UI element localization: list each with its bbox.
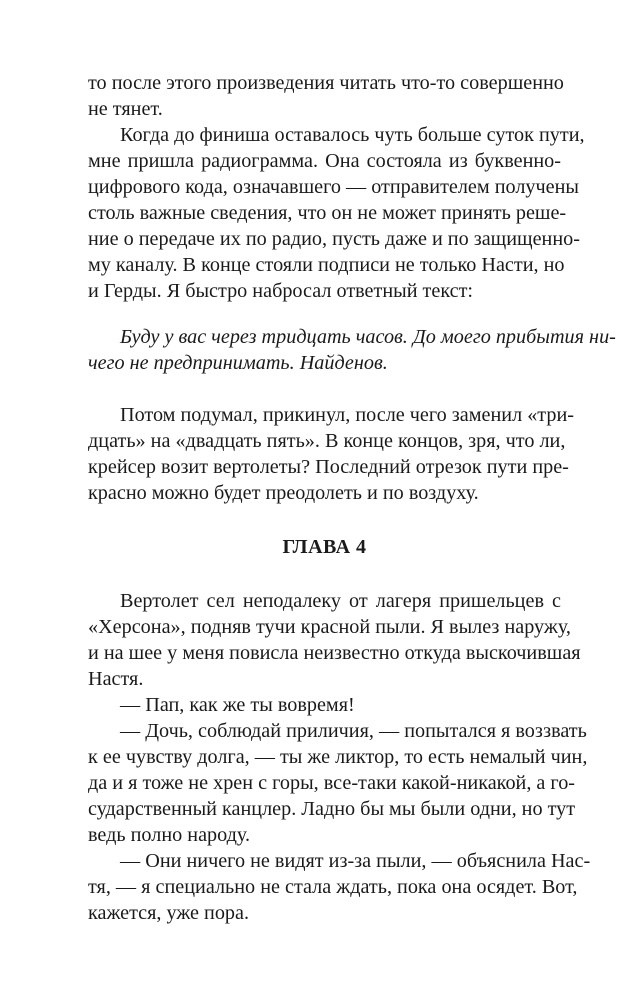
paragraph: [88, 122, 585, 304]
text-line: Потом подумал, прикинул, после чего заменил «три-: [120, 404, 574, 426]
text-line: красно можно будет преодолеть и по воздуху.: [88, 482, 479, 504]
text-line: — Дочь, соблюдай приличия, — попытался я воззвать: [120, 720, 587, 742]
paragraph: [88, 70, 564, 122]
text-line: ведь полно народу.: [88, 824, 251, 846]
telegram-text: [88, 324, 616, 376]
text-line: му каналу. В конце стояли подписи не только Насти, но: [88, 254, 565, 276]
text-line: дцать» на «двадцать пять». В конце концов, зря, что ли,: [88, 430, 566, 452]
text-line: тя, — я специально не стала ждать, пока она осядет. Вот,: [88, 876, 578, 898]
chapter-title: ГЛАВА 4: [282, 536, 367, 558]
paragraph: [88, 588, 581, 692]
text-line: Настя.: [88, 668, 144, 690]
text-line: к ее чувству долга, — ты же ликтор, то есть немалый чин,: [88, 746, 588, 768]
text-line: — Они ничего не видят из-за пыли, — объяснила Нас-: [120, 850, 591, 872]
paragraph: [88, 402, 574, 506]
text-line: цифрового кода, означавшего — отправителем получены: [88, 176, 579, 198]
book-page: [88, 70, 616, 926]
text-line: крейсер возит вертолеты? Последний отрезок пути пре-: [88, 456, 569, 478]
text-line: Когда до финиша оставалось чуть больше суток пути,: [120, 124, 585, 146]
text-line: столь важные сведения, что он не может принять реше-: [88, 202, 567, 224]
text-line: ние о передаче их по радио, пусть даже и по защищенно-: [88, 228, 580, 250]
text-line: «Херсона», подняв тучи красной пыли. Я вылез наружу,: [88, 616, 571, 638]
text-line: то после этого произведения читать что-то совершенно: [88, 72, 564, 94]
text-line: и на шее у меня повисла неизвестно откуда выскочившая: [88, 642, 581, 664]
paragraph: [88, 848, 591, 926]
text-line: — Пап, как же ты вовремя!: [120, 694, 355, 716]
paragraph: [88, 692, 561, 718]
text-line: сударственный канцлер. Ладно бы мы были одни, но тут: [88, 798, 576, 820]
text-line: мне пришла радиограмма. Она состояла из буквенно-: [88, 150, 561, 172]
paragraph: [88, 718, 588, 848]
text-line: чего не предпринимать. Найденов.: [88, 352, 388, 374]
text-line: кажется, уже пора.: [88, 902, 250, 924]
text-line: Буду у вас через тридцать часов. До моего прибытия ни-: [120, 326, 616, 348]
text-line: да и я тоже не хрен с горы, все-таки какой-никакой, а го-: [88, 772, 576, 794]
text-line: и Герды. Я быстро набросал ответный текст:: [88, 280, 474, 302]
text-line: Вертолет сел неподалеку от лагеря пришельцев с: [120, 590, 561, 612]
text-line: не тянет.: [88, 98, 163, 120]
